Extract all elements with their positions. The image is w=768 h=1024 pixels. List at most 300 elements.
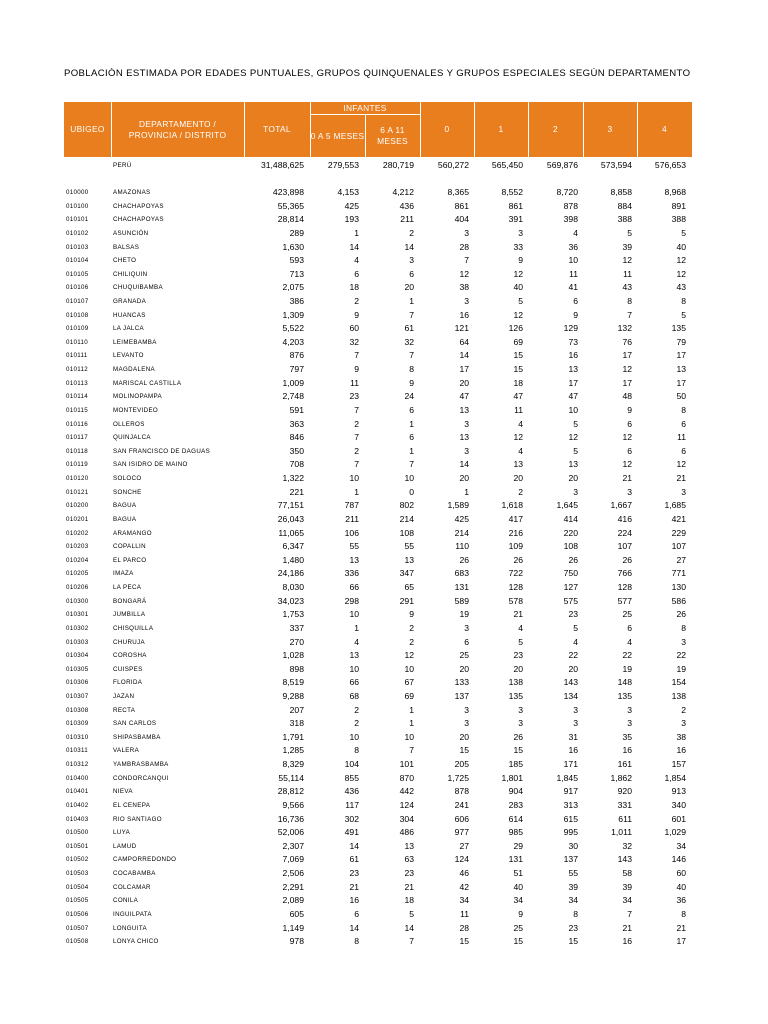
age-1-cell: 21 <box>513 609 523 620</box>
age-2-cell: 3 <box>573 486 578 497</box>
name-cell: LA PECA <box>113 584 142 591</box>
age-0-cell: 8,365 <box>447 187 469 197</box>
age-0-cell: 17 <box>459 364 469 375</box>
age-0-cell: 560,272 <box>437 160 469 170</box>
name-cell: CHACHAPOYAS <box>113 216 164 224</box>
infant-6-11-cell: 21 <box>404 881 414 892</box>
age-2-cell: 134 <box>563 690 578 701</box>
name-cell: BONGARÁ <box>113 597 147 605</box>
age-3-cell: 12 <box>622 459 632 470</box>
total-cell: 55,365 <box>277 200 304 211</box>
total-cell: 52,006 <box>277 827 304 838</box>
age-3-cell: 35 <box>622 731 632 742</box>
infant-6-11-cell: 23 <box>404 868 414 878</box>
name-cell: VALERA <box>113 747 140 755</box>
total-cell: 1,285 <box>282 745 304 756</box>
infant-0-5-cell: 21 <box>349 881 359 892</box>
age-2-cell: 13 <box>568 459 578 470</box>
table-row <box>0 350 768 363</box>
age-3-cell: 7 <box>627 908 632 919</box>
infant-6-11-cell: 1 <box>409 296 414 306</box>
total-cell: 31,488,625 <box>260 160 304 170</box>
ubigeo-cell: 010121 <box>66 488 89 496</box>
age-1-cell: 565,450 <box>491 160 523 170</box>
age-3-cell: 21 <box>622 473 632 483</box>
age-2-cell: 1,845 <box>556 772 578 783</box>
infant-0-5-cell: 16 <box>349 895 359 906</box>
age-3-cell: 766 <box>617 568 632 579</box>
name-cell: JUMBILLA <box>113 611 146 619</box>
age-2-cell: 750 <box>563 568 578 579</box>
name-cell: CHETO <box>113 257 137 265</box>
age-0-cell: 20 <box>459 377 469 388</box>
age-1-cell: 185 <box>508 759 523 769</box>
age-2-cell: 108 <box>563 541 578 552</box>
age-2-cell: 1,645 <box>556 500 578 511</box>
ubigeo-cell: 010305 <box>66 665 89 673</box>
infant-0-5-cell: 4 <box>354 255 359 266</box>
infant-6-11-cell: 1 <box>409 718 414 729</box>
age-2-cell: 129 <box>563 323 578 334</box>
age-1-cell: 2 <box>518 486 523 497</box>
total-cell: 9,288 <box>282 690 304 701</box>
table-row <box>0 500 768 513</box>
total-cell: 2,307 <box>282 840 304 851</box>
infant-0-5-cell: 2 <box>354 418 359 429</box>
infant-6-11-cell: 304 <box>399 813 414 824</box>
age-2-cell: 15 <box>568 936 578 947</box>
age-2-cell: 137 <box>563 854 578 865</box>
table-row <box>0 609 768 622</box>
age-1-cell: 15 <box>513 350 523 361</box>
ubigeo-cell: 010100 <box>66 202 89 210</box>
age-4-cell: 3 <box>681 486 686 497</box>
header-divider <box>111 102 112 157</box>
name-cell: LAMUD <box>113 842 137 850</box>
age-2-cell: 12 <box>568 432 578 443</box>
age-2-cell: 9 <box>573 309 578 320</box>
age-4-cell: 21 <box>676 922 686 933</box>
infant-6-11-cell: 7 <box>409 459 414 470</box>
age-0-cell: 7 <box>464 255 469 266</box>
ubigeo-cell: 010500 <box>66 829 89 837</box>
age-3-cell: 148 <box>617 677 632 688</box>
age-2-cell: 41 <box>568 282 578 293</box>
age-4-cell: 130 <box>671 582 686 592</box>
infant-6-11-cell: 7 <box>409 350 414 361</box>
age-0-cell: 137 <box>454 690 469 701</box>
age-2-cell: 22 <box>568 650 578 661</box>
age-0-cell: 110 <box>455 541 469 552</box>
table-row <box>0 732 768 745</box>
age-1-cell: 3 <box>518 704 523 715</box>
ubigeo-cell: 010506 <box>66 910 89 918</box>
age-4-cell: 1,854 <box>664 772 686 783</box>
infant-0-5-cell: 13 <box>349 650 359 661</box>
infant-0-5-cell: 117 <box>345 799 359 810</box>
name-cell: LONYA CHICO <box>113 938 159 946</box>
age-4-cell: 79 <box>676 336 686 347</box>
infant-6-11-cell: 6 <box>409 268 414 279</box>
total-cell: 1,028 <box>282 650 304 661</box>
total-cell: 1,630 <box>282 241 304 252</box>
name-cell: FLORIDA <box>113 679 143 687</box>
age-3-cell: 25 <box>622 609 632 620</box>
total-cell: 9,566 <box>282 799 304 810</box>
infant-6-11-cell: 211 <box>400 214 414 225</box>
age-4-cell: 11 <box>677 432 686 443</box>
infant-0-5-cell: 66 <box>349 582 359 592</box>
name-cell: NIEVA <box>113 788 133 796</box>
age-4-cell: 40 <box>676 881 686 892</box>
header-divider <box>528 102 529 157</box>
age-1-cell: 135 <box>508 690 523 701</box>
age-0-cell: 1,725 <box>447 772 469 783</box>
age-0-cell: 20 <box>459 473 469 483</box>
total-cell: 1,009 <box>282 377 304 388</box>
age-0-cell: 15 <box>459 745 469 756</box>
age-0-cell: 133 <box>454 677 469 688</box>
infant-0-5-cell: 302 <box>344 813 359 824</box>
name-cell: SONCHE <box>113 488 142 496</box>
ubigeo-cell: 010108 <box>66 311 89 319</box>
age-4-cell: 1,029 <box>664 827 686 838</box>
age-2-cell: 414 <box>563 513 578 524</box>
infant-6-11-cell: 55 <box>404 541 414 552</box>
age-4-cell: 8 <box>681 622 686 633</box>
total-cell: 8,519 <box>282 677 304 688</box>
age-1-cell: 23 <box>513 650 523 661</box>
table-row <box>0 582 768 595</box>
col-header-departamento-line1: DEPARTAMENTO / <box>138 118 217 129</box>
total-cell: 1,791 <box>282 731 304 742</box>
infant-0-5-cell: 106 <box>344 527 359 538</box>
ubigeo-cell: 010113 <box>66 379 88 387</box>
table-row <box>0 487 768 500</box>
age-2-cell: 220 <box>563 527 578 538</box>
table-row <box>0 187 768 200</box>
age-2-cell: 3 <box>573 718 578 729</box>
table-row <box>0 664 768 677</box>
age-0-cell: 11 <box>460 908 469 919</box>
name-cell: SHIPASBAMBA <box>113 733 161 741</box>
age-0-cell: 131 <box>454 582 469 592</box>
age-1-cell: 9 <box>518 255 523 266</box>
age-1-cell: 25 <box>513 922 523 933</box>
infant-0-5-cell: 8 <box>354 936 359 947</box>
col-header-age-4: 4 <box>637 102 692 157</box>
total-cell: 5,522 <box>282 323 304 334</box>
ubigeo-cell: 010402 <box>66 801 89 809</box>
table-row <box>0 541 768 554</box>
name-cell: JAZAN <box>113 692 135 700</box>
age-0-cell: 3 <box>464 718 469 729</box>
age-1-cell: 4 <box>518 622 523 633</box>
name-cell: PERÚ <box>113 162 132 169</box>
table-row <box>0 201 768 214</box>
age-4-cell: 586 <box>671 595 686 606</box>
name-cell: LEIMEBAMBA <box>113 338 157 346</box>
table-row <box>0 446 768 459</box>
infant-0-5-cell: 7 <box>354 404 359 415</box>
infant-0-5-cell: 4 <box>354 636 359 647</box>
header-divider <box>420 102 421 157</box>
age-0-cell: 3 <box>464 704 469 715</box>
ubigeo-cell: 010304 <box>66 652 89 660</box>
age-1-cell: 15 <box>513 936 523 947</box>
age-1-cell: 1,618 <box>501 500 523 511</box>
ubigeo-cell: 010301 <box>66 611 89 619</box>
infant-0-5-cell: 14 <box>349 840 359 851</box>
age-3-cell: 6 <box>627 445 632 456</box>
age-3-cell: 8,858 <box>610 187 632 197</box>
name-cell: CHUQUIBAMBA <box>113 284 163 292</box>
table-row <box>0 909 768 922</box>
infant-6-11-cell: 6 <box>409 404 414 415</box>
total-cell: 28,814 <box>277 214 304 225</box>
infant-0-5-cell: 68 <box>349 690 359 701</box>
total-cell: 1,149 <box>282 922 304 933</box>
name-cell: CHISQUILLA <box>113 624 154 632</box>
age-1-cell: 578 <box>508 595 523 606</box>
ubigeo-cell: 010505 <box>66 897 89 905</box>
age-2-cell: 6 <box>573 296 578 306</box>
table-row <box>0 419 768 432</box>
age-2-cell: 11 <box>569 268 578 279</box>
ubigeo-cell: 010403 <box>66 815 89 823</box>
age-0-cell: 64 <box>459 336 469 347</box>
ubigeo-cell: 010201 <box>66 515 89 523</box>
age-3-cell: 132 <box>617 323 632 334</box>
infant-6-11-cell: 10 <box>404 663 414 674</box>
infant-6-11-cell: 291 <box>399 595 414 606</box>
age-4-cell: 17 <box>676 377 686 388</box>
total-cell: 2,089 <box>282 895 304 906</box>
age-0-cell: 878 <box>454 786 469 797</box>
infant-0-5-cell: 436 <box>344 786 359 797</box>
age-1-cell: 722 <box>508 568 523 579</box>
age-2-cell: 17 <box>568 377 578 388</box>
age-4-cell: 5 <box>681 309 686 320</box>
age-2-cell: 26 <box>568 554 578 565</box>
age-2-cell: 23 <box>568 922 578 933</box>
header-divider <box>310 102 311 157</box>
total-cell: 797 <box>289 364 304 375</box>
age-0-cell: 26 <box>459 554 469 565</box>
age-3-cell: 6 <box>627 418 632 429</box>
age-1-cell: 126 <box>508 323 523 334</box>
age-4-cell: 913 <box>671 786 686 797</box>
age-3-cell: 143 <box>617 854 632 865</box>
age-1-cell: 26 <box>513 554 523 565</box>
age-3-cell: 884 <box>617 200 632 211</box>
age-1-cell: 12 <box>513 268 523 279</box>
infant-6-11-cell: 2 <box>409 227 414 238</box>
total-cell: 207 <box>289 704 304 715</box>
ubigeo-cell: 010109 <box>66 325 89 333</box>
age-4-cell: 50 <box>676 391 686 402</box>
age-1-cell: 216 <box>508 527 523 538</box>
age-0-cell: 3 <box>464 445 469 456</box>
age-0-cell: 25 <box>459 650 469 661</box>
infant-6-11-cell: 10 <box>404 731 414 742</box>
name-cell: SOLOCO <box>113 475 142 482</box>
infant-0-5-cell: 211 <box>345 513 359 524</box>
table-row <box>0 596 768 609</box>
age-3-cell: 17 <box>622 350 632 361</box>
infant-0-5-cell: 8 <box>354 745 359 756</box>
age-0-cell: 46 <box>459 868 469 878</box>
age-3-cell: 39 <box>622 241 632 252</box>
table-row <box>0 378 768 391</box>
name-cell: BAGUA <box>113 515 137 523</box>
total-cell: 77,151 <box>277 500 304 511</box>
age-4-cell: 6 <box>681 445 686 456</box>
ubigeo-cell: 010107 <box>66 298 89 305</box>
age-3-cell: 161 <box>617 759 632 769</box>
age-4-cell: 107 <box>671 541 686 552</box>
infant-0-5-cell: 14 <box>349 922 359 933</box>
name-cell: COROSHA <box>113 652 147 660</box>
age-2-cell: 39 <box>568 881 578 892</box>
infant-0-5-cell: 9 <box>354 364 359 375</box>
age-2-cell: 3 <box>573 704 578 715</box>
name-cell: CHACHAPOYAS <box>113 202 164 210</box>
age-0-cell: 15 <box>459 936 469 947</box>
name-cell: MARISCAL CASTILLA <box>113 379 182 387</box>
age-3-cell: 573,594 <box>600 160 632 170</box>
age-0-cell: 12 <box>459 268 469 279</box>
total-cell: 898 <box>289 663 304 674</box>
age-4-cell: 12 <box>676 255 686 266</box>
age-2-cell: 398 <box>563 214 578 225</box>
total-cell: 2,506 <box>282 868 304 878</box>
ubigeo-cell: 010307 <box>66 692 89 700</box>
infant-6-11-cell: 124 <box>399 799 414 810</box>
table-row <box>0 310 768 323</box>
age-3-cell: 577 <box>617 595 632 606</box>
infant-6-11-cell: 7 <box>409 745 414 756</box>
total-cell: 846 <box>289 432 304 443</box>
infant-6-11-cell: 20 <box>404 282 414 293</box>
total-cell: 55,114 <box>278 772 304 783</box>
name-cell: OLLEROS <box>113 420 145 428</box>
age-4-cell: 17 <box>676 936 686 947</box>
age-0-cell: 38 <box>459 282 469 293</box>
header-divider <box>637 102 638 157</box>
infant-0-5-cell: 1 <box>354 486 359 497</box>
age-2-cell: 575 <box>563 595 578 606</box>
infant-6-11-cell: 14 <box>404 922 414 933</box>
total-cell: 713 <box>289 268 304 279</box>
ubigeo-cell: 010119 <box>66 461 88 469</box>
infant-0-5-cell: 6 <box>354 908 359 919</box>
age-2-cell: 171 <box>563 759 578 769</box>
ubigeo-cell: 010400 <box>66 774 89 782</box>
age-3-cell: 920 <box>617 786 632 797</box>
total-cell: 7,069 <box>282 854 304 865</box>
ubigeo-cell: 010110 <box>66 338 88 346</box>
total-cell: 978 <box>289 936 304 947</box>
age-2-cell: 995 <box>563 827 578 838</box>
age-0-cell: 6 <box>464 636 469 647</box>
age-4-cell: 8 <box>681 404 686 415</box>
total-cell: 363 <box>289 418 304 429</box>
age-0-cell: 977 <box>454 827 469 838</box>
table-row <box>0 364 768 377</box>
infant-0-5-cell: 7 <box>354 350 359 361</box>
ubigeo-cell: 010306 <box>66 679 89 687</box>
table-row <box>0 936 768 949</box>
infant-0-5-cell: 491 <box>344 827 359 838</box>
table-row <box>0 337 768 350</box>
age-2-cell: 8 <box>573 908 578 919</box>
total-cell: 605 <box>289 908 304 919</box>
age-3-cell: 16 <box>622 936 632 947</box>
age-4-cell: 135 <box>671 323 686 334</box>
table-row <box>0 718 768 731</box>
name-cell: ASUNCIÓN <box>113 229 149 237</box>
total-cell: 16,736 <box>277 813 304 824</box>
age-1-cell: 4 <box>518 445 523 456</box>
age-4-cell: 21 <box>676 473 686 483</box>
age-1-cell: 9 <box>518 908 523 919</box>
infant-6-11-cell: 18 <box>404 895 414 906</box>
age-0-cell: 425 <box>454 513 469 524</box>
age-3-cell: 6 <box>627 622 632 633</box>
infant-0-5-cell: 2 <box>354 718 359 729</box>
age-2-cell: 5 <box>573 445 578 456</box>
age-4-cell: 22 <box>676 650 686 661</box>
col-header-age-3: 3 <box>583 102 637 157</box>
age-0-cell: 20 <box>459 663 469 674</box>
age-4-cell: 8 <box>681 296 686 306</box>
infant-0-5-cell: 336 <box>344 568 359 579</box>
age-1-cell: 5 <box>518 296 523 306</box>
age-2-cell: 20 <box>568 473 578 483</box>
infant-6-11-cell: 108 <box>399 527 414 538</box>
name-cell: CHURUJA <box>113 638 146 646</box>
total-cell: 2,748 <box>282 391 304 402</box>
name-cell: CUISPES <box>113 665 143 673</box>
name-cell: COLCAMAR <box>113 883 151 891</box>
infant-0-5-cell: 10 <box>349 609 359 620</box>
age-0-cell: 861 <box>454 200 469 211</box>
table-row <box>0 854 768 867</box>
name-cell: LUYA <box>113 829 131 837</box>
age-0-cell: 14 <box>459 350 469 361</box>
infant-6-11-cell: 436 <box>399 200 414 211</box>
name-cell: QUINJALCA <box>113 434 151 442</box>
infant-6-11-cell: 8 <box>409 364 414 375</box>
ubigeo-cell: 010205 <box>66 570 89 578</box>
col-header-0-5-meses: 0 A 5 MESES <box>310 114 365 157</box>
table-row <box>0 568 768 581</box>
name-cell: MAGDALENA <box>113 366 156 374</box>
infant-0-5-cell: 425 <box>344 200 359 211</box>
age-3-cell: 21 <box>622 922 632 933</box>
age-4-cell: 2 <box>681 704 686 715</box>
ubigeo-cell: 010310 <box>66 733 89 741</box>
age-2-cell: 5 <box>573 418 578 429</box>
infant-6-11-cell: 5 <box>409 908 414 919</box>
ubigeo-cell: 010118 <box>66 447 88 455</box>
age-4-cell: 157 <box>671 759 686 769</box>
age-1-cell: 12 <box>513 309 523 320</box>
age-1-cell: 15 <box>513 745 523 756</box>
infant-0-5-cell: 279,553 <box>327 160 359 170</box>
infant-6-11-cell: 9 <box>409 609 414 620</box>
